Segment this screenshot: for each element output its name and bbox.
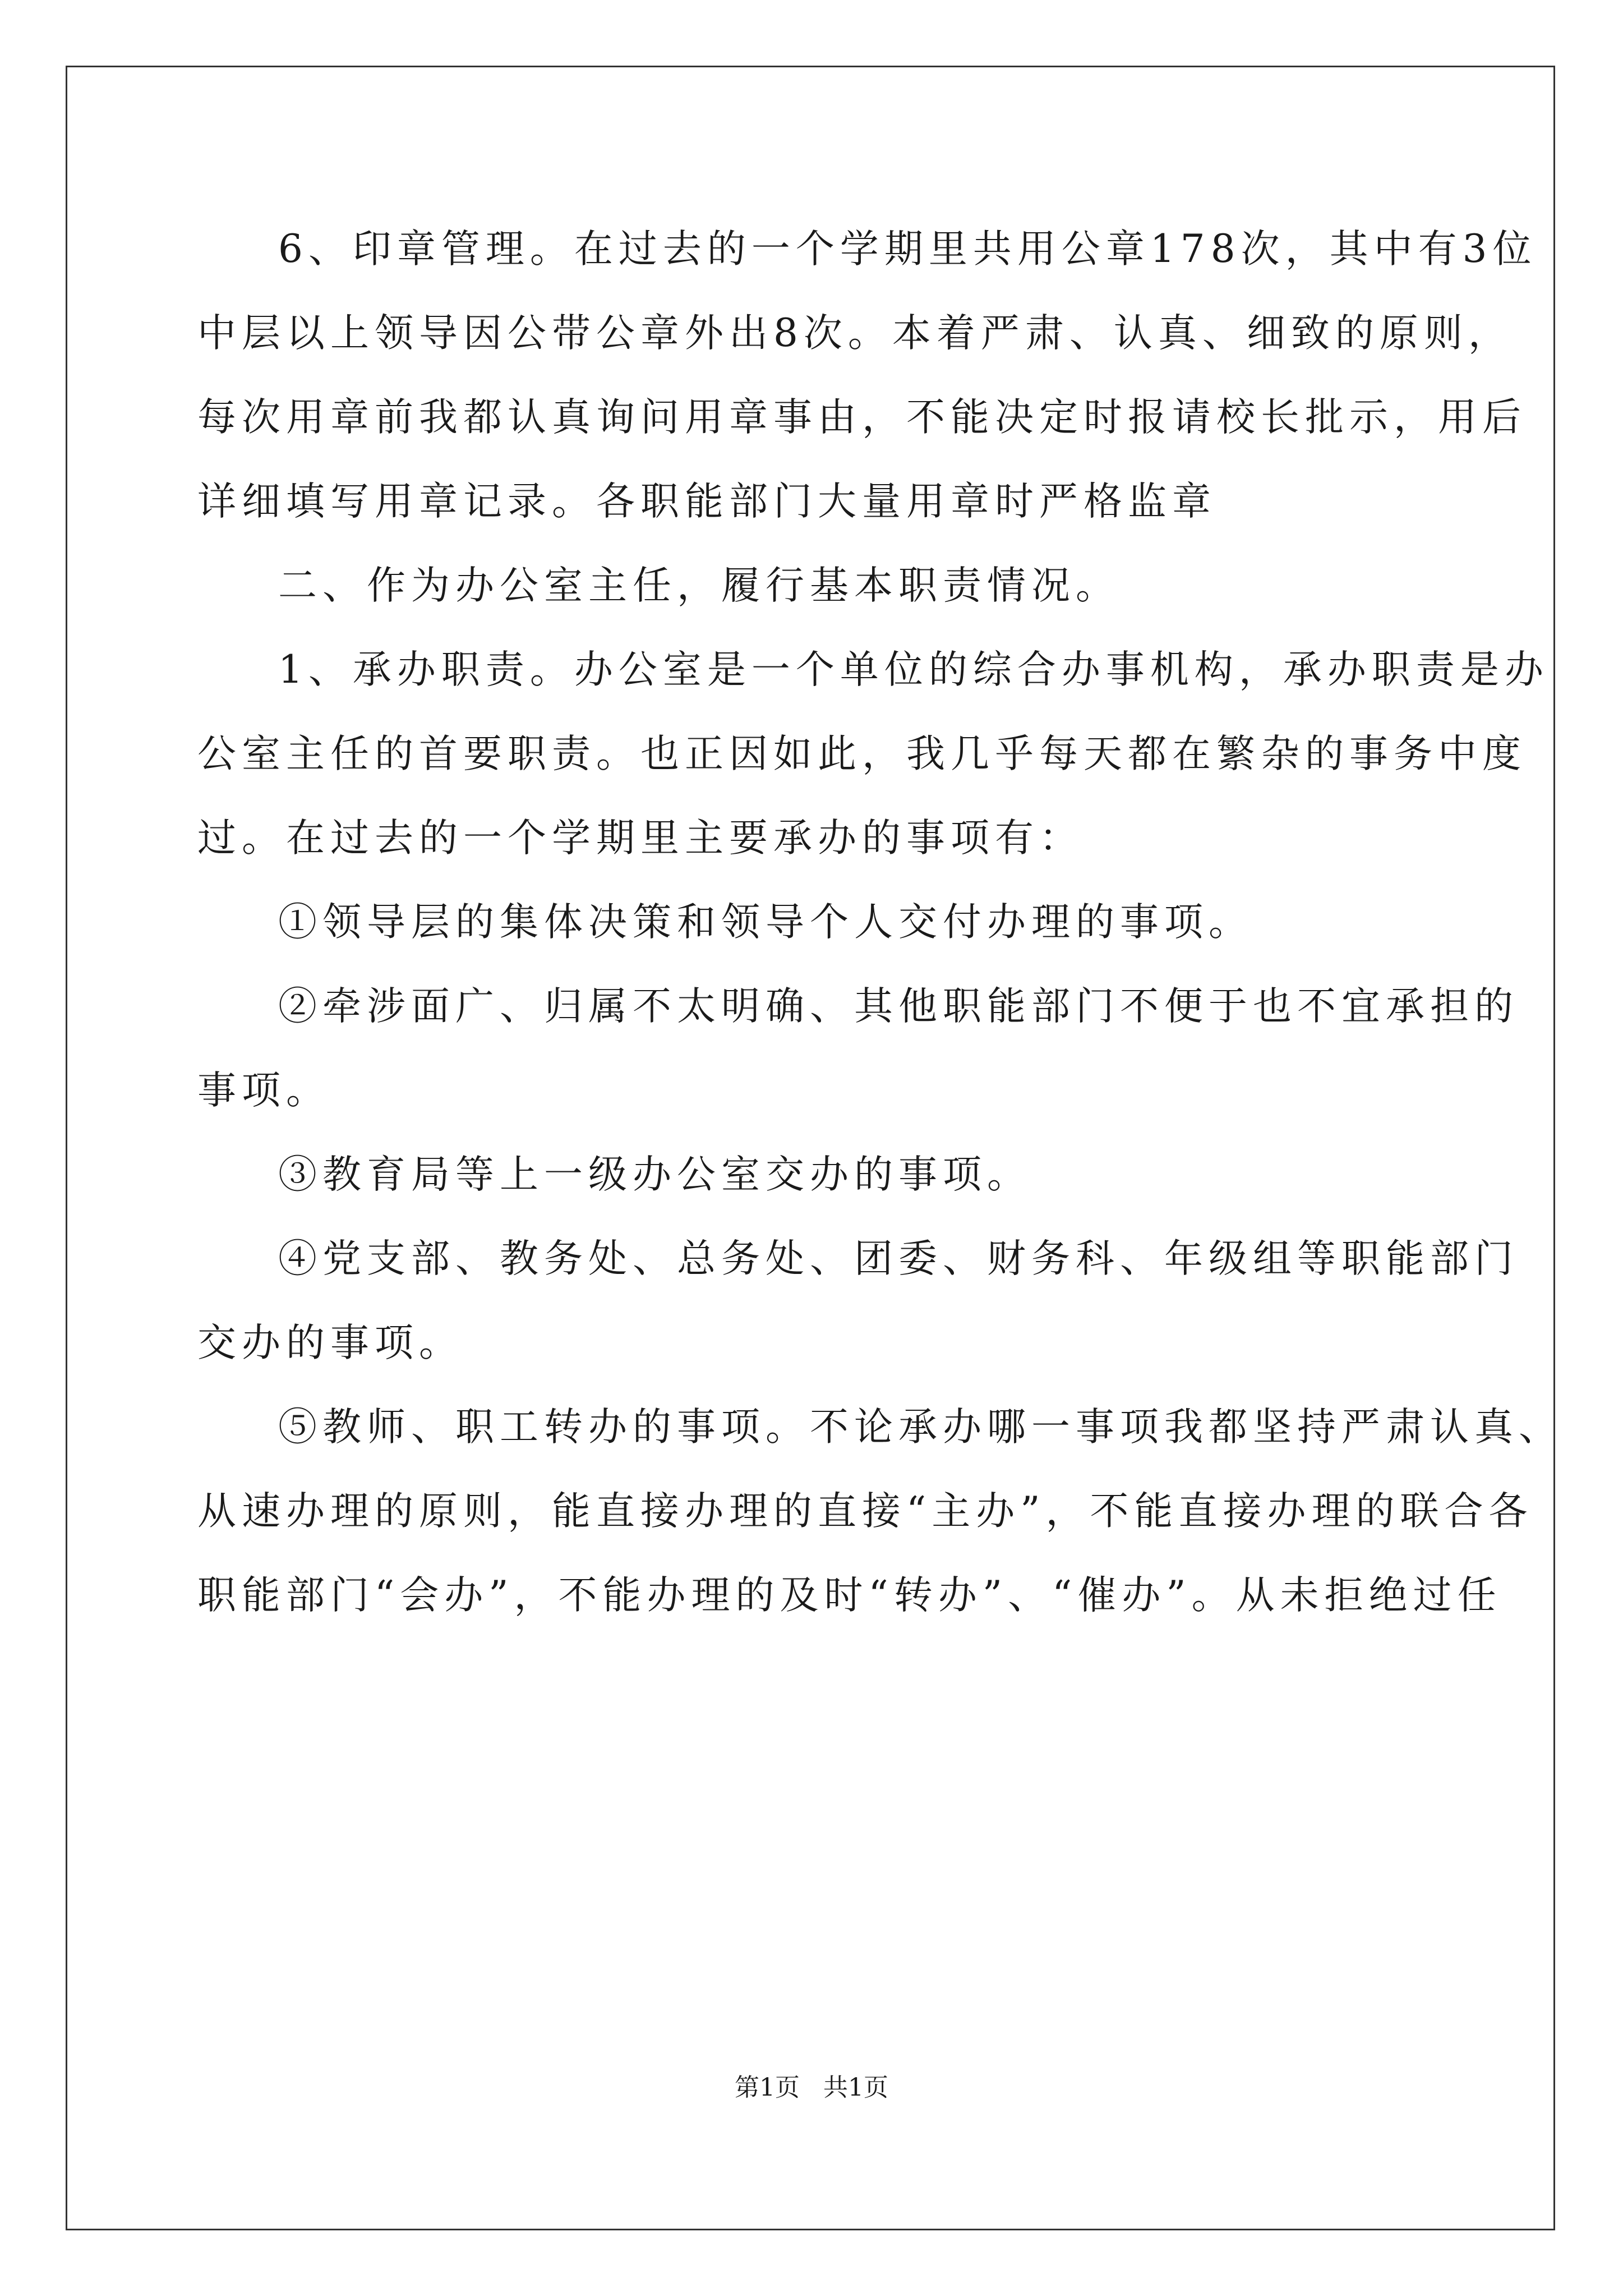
page-border xyxy=(66,66,1555,2230)
list-item: ①领导层的集体决策和领导个人交付办理的事项。 xyxy=(278,900,1253,945)
list-item: ②牵涉面广、归属不太明确、其他职能部门不便于也不宜承担的 xyxy=(278,984,1519,1029)
text-line: 从速办理的原则，能直接办理的直接“主办”，不能直接办理的联合各 xyxy=(197,1489,1533,1534)
page-number-footer: 第1页 共1页 xyxy=(735,2073,888,2102)
section-heading: 二、作为办公室主任，履行基本职责情况。 xyxy=(278,563,1120,608)
list-item: ③教育局等上一级办公室交办的事项。 xyxy=(278,1152,1031,1197)
text-line: 交办的事项。 xyxy=(197,1320,463,1365)
text-line: 过。在过去的一个学期里主要承办的事项有： xyxy=(197,816,1083,861)
text-line: 6、印章管理。在过去的一个学期里共用公章178次，其中有3位 xyxy=(278,227,1537,272)
list-item: ④党支部、教务处、总务处、团委、财务科、年级组等职能部门 xyxy=(278,1236,1519,1281)
text-line: 详细填写用章记录。各职能部门大量用章时严格监章 xyxy=(197,479,1216,524)
list-item: ⑤教师、职工转办的事项。不论承办哪一事项我都坚持严肃认真、 xyxy=(278,1405,1563,1450)
text-line: 中层以上领导因公带公章外出8次。本着严肃、认真、细致的原则， xyxy=(197,311,1513,356)
text-line: 每次用章前我都认真询问用章事由，不能决定时报请校长批示，用后 xyxy=(197,395,1527,440)
text-line: 公室主任的首要职责。也正因如此，我几乎每天都在繁杂的事务中度 xyxy=(197,731,1527,776)
text-line: 1、承办职责。办公室是一个单位的综合办事机构，承办职责是办 xyxy=(278,647,1549,692)
text-line: 职能部门“会办”，不能办理的及时“转办”、“催办”。从未拒绝过任 xyxy=(197,1573,1502,1618)
text-line: 事项。 xyxy=(197,1068,330,1113)
